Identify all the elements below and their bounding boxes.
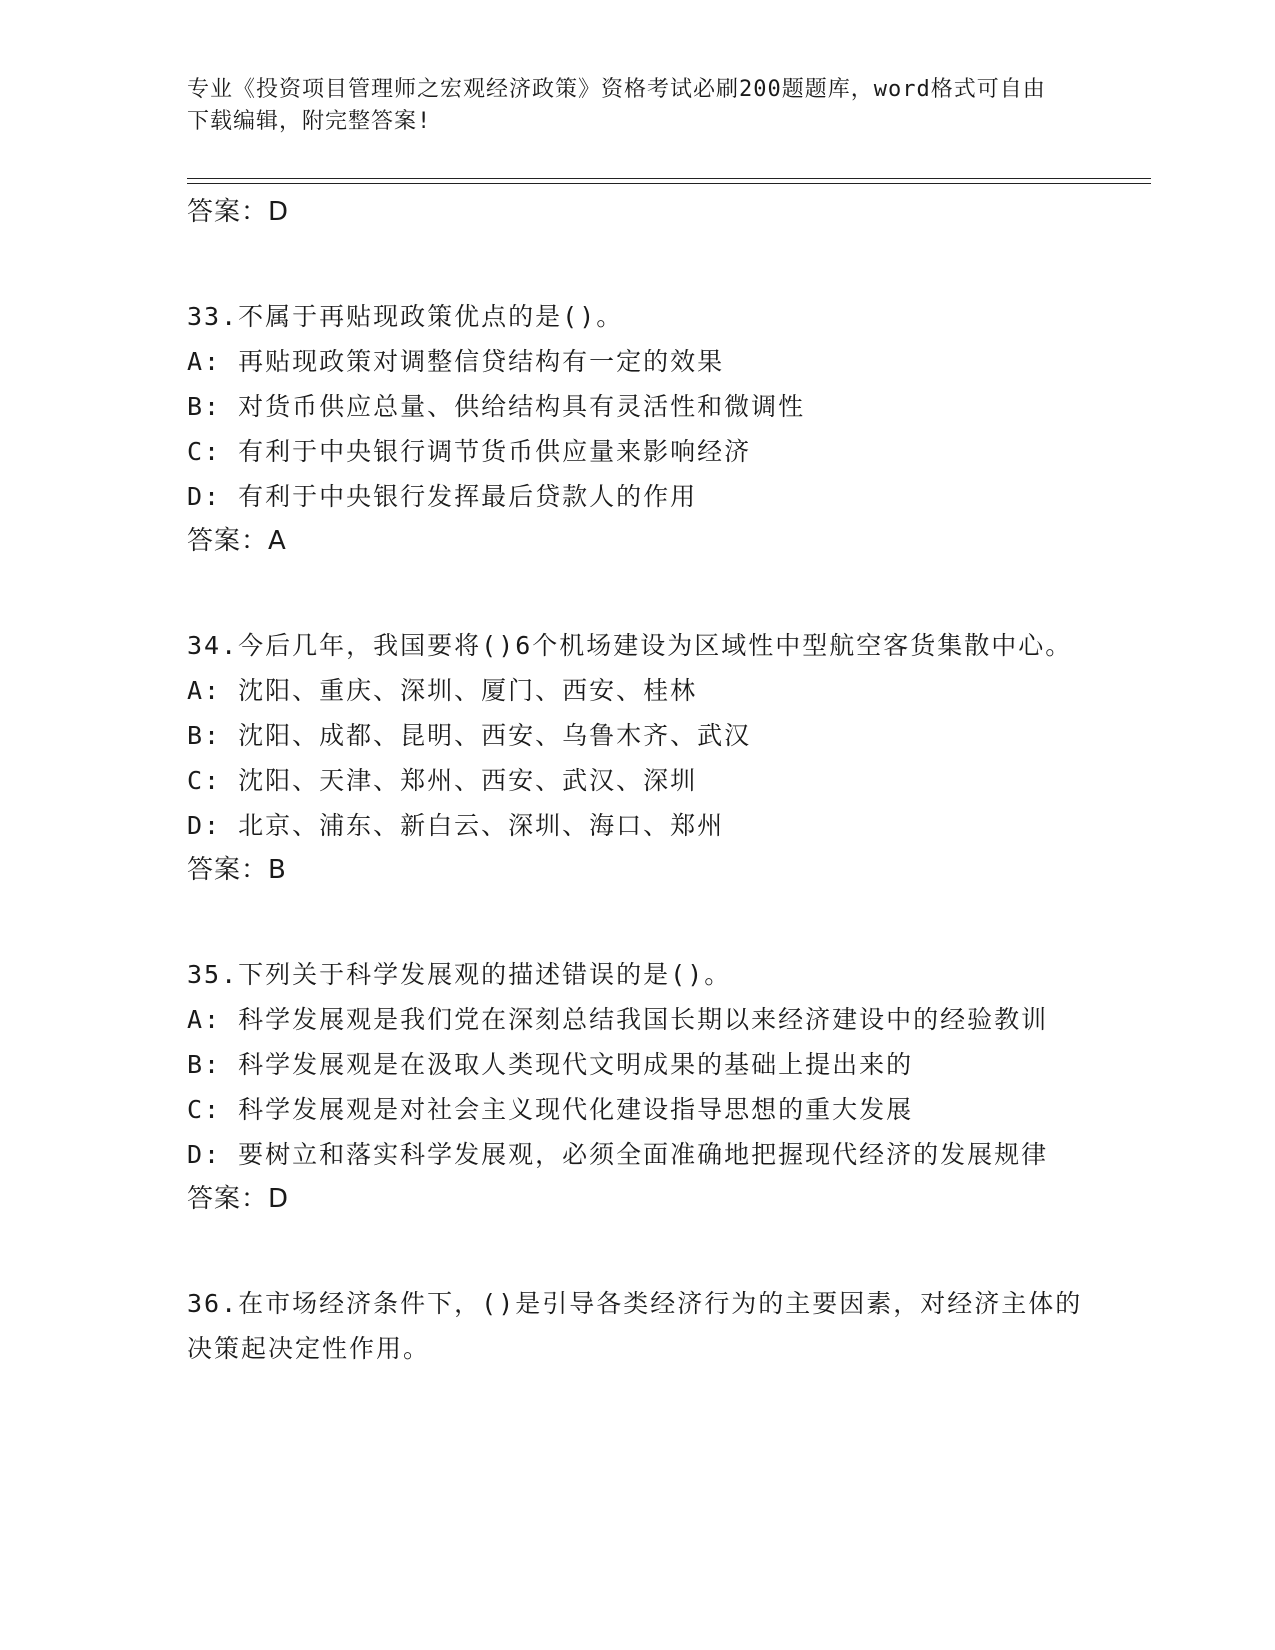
option-a: A: 科学发展观是我们党在深刻总结我国长期以来经济建设中的经验教训 xyxy=(187,1005,1049,1034)
header-divider xyxy=(187,178,1151,184)
answer: 答案：D xyxy=(187,1184,290,1214)
question-36 xyxy=(187,1281,1087,1371)
question-33 xyxy=(187,294,1087,563)
option-c: C: 有利于中央银行调节货币供应量来影响经济 xyxy=(187,437,752,466)
question-stem: 36.在市场经济条件下，()是引导各类经济行为的主要因素，对经济主体的决策起决定性作用。 xyxy=(187,1289,1083,1363)
answer: 答案：A xyxy=(187,526,287,556)
option-a: A: 再贴现政策对调整信贷结构有一定的效果 xyxy=(187,347,725,376)
option-d: D: 北京、浦东、新白云、深圳、海口、郑州 xyxy=(187,811,725,840)
option-c: C: 科学发展观是对社会主义现代化建设指导思想的重大发展 xyxy=(187,1095,914,1124)
question-stem: 34.今后几年，我国要将()6个机场建设为区域性中型航空客货集散中心。 xyxy=(187,631,1073,660)
question-stem: 33.不属于再贴现政策优点的是()。 xyxy=(187,302,624,331)
question-list xyxy=(187,190,1087,1371)
previous-answer: 答案：D xyxy=(187,197,290,227)
option-b: B: 科学发展观是在汲取人类现代文明成果的基础上提出来的 xyxy=(187,1050,914,1079)
option-c: C: 沈阳、天津、郑州、西安、武汉、深圳 xyxy=(187,766,698,795)
question-34 xyxy=(187,623,1087,892)
option-b: B: 沈阳、成都、昆明、西安、乌鲁木齐、武汉 xyxy=(187,721,752,750)
option-d: D: 有利于中央银行发挥最后贷款人的作用 xyxy=(187,482,698,511)
option-d: D: 要树立和落实科学发展观，必须全面准确地把握现代经济的发展规律 xyxy=(187,1140,1049,1169)
question-stem: 35.下列关于科学发展观的描述错误的是()。 xyxy=(187,960,732,989)
page-header-text: 专业《投资项目管理师之宏观经济政策》资格考试必刷200题题库，word格式可自由下载编辑，附完整答案! xyxy=(187,77,1046,134)
question-35 xyxy=(187,952,1087,1221)
answer: 答案：B xyxy=(187,855,287,885)
option-a: A: 沈阳、重庆、深圳、厦门、西安、桂林 xyxy=(187,676,698,705)
option-b: B: 对货币供应总量、供给结构具有灵活性和微调性 xyxy=(187,392,806,421)
